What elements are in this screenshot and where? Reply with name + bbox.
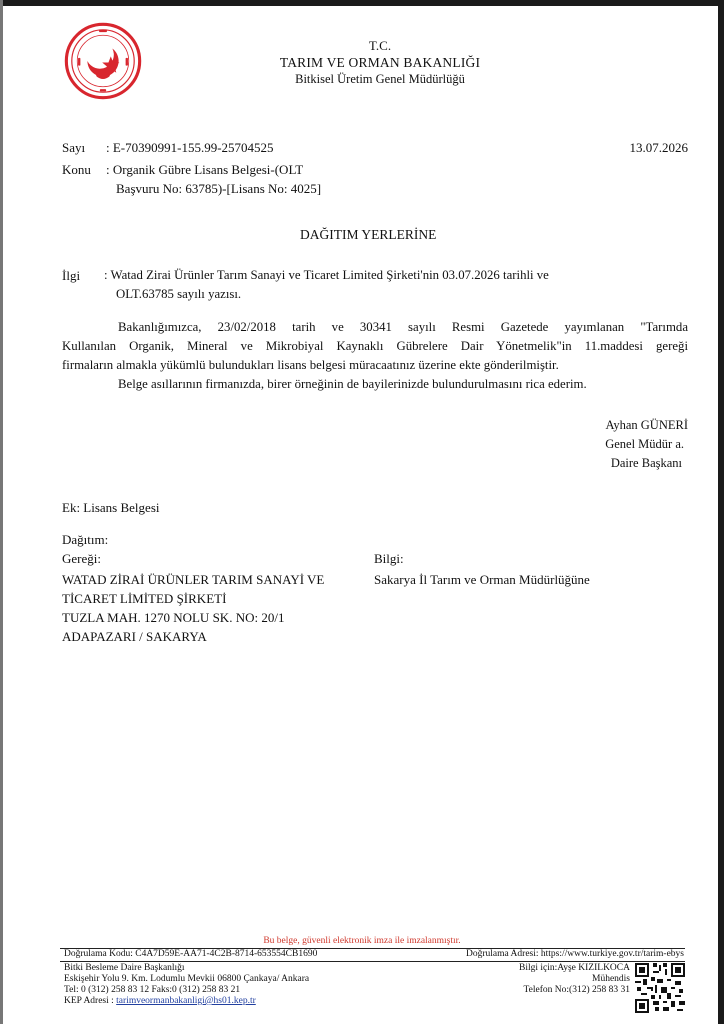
signatory-title-2: Daire Başkanı — [610, 456, 682, 470]
attachment-line: Ek: Lisans Belgesi — [62, 500, 160, 515]
scan-edge-left — [0, 0, 3, 1024]
geregi-label: Gereği: — [62, 551, 101, 566]
ilgi-line-2: OLT.63785 sayılı yazısı. — [116, 287, 242, 301]
footer-tel: Tel: 0 (312) 258 83 12 Faks:0 (312) 258 83 21 — [64, 985, 241, 995]
qr-code-icon — [635, 963, 685, 1013]
body-p1-line-3: firmaların almakla yükümlü bulundukları lisans belgesi müracaatınız üzerine ekte gönderilmiştir. — [62, 358, 559, 372]
footer-rule-bottom — [60, 961, 685, 962]
contact-name: Bilgi için:Ayşe KIZILKOCA — [518, 963, 630, 973]
distribution-heading: DAĞITIM YERLERİNE — [300, 227, 437, 242]
esign-note: Bu belge, güvenli elektronik imza ile imzalanmıştır. — [263, 936, 461, 946]
verify-code: Doğrulama Kodu: C4A7D59E-AA71-4C2B-8714-653554CB1690 — [64, 949, 318, 959]
ilgi-line-1: : Watad Zirai Ürünler Tarım Sanayi ve Ticaret Limited Şirketi'nin 03.07.2026 tarihli ve — [104, 268, 549, 282]
geregi-line-2: TİCARET LİMİTED ŞİRKETİ — [62, 591, 227, 606]
body-p1-line-1: Bakanlığımızca, 23/02/2018 tarih ve 30341 sayılı Resmi Gazetede yayımlanan "Tarımda — [118, 320, 688, 334]
konu-line-1: : Organik Gübre Lisans Belgesi-(OLT — [106, 162, 304, 177]
document-date: 13.07.2026 — [629, 140, 688, 155]
konu-line-2: Başvuru No: 63785)-[Lisans No: 4025] — [116, 181, 322, 196]
ilgi-label: İlgi — [62, 268, 81, 283]
scan-edge-top — [0, 0, 724, 6]
geregi-line-4: ADAPAZARI / SAKARYA — [62, 629, 207, 644]
body-p1-line-2: Kullanılan Organik, Mineral ve Mikrobiyal Kaynaklı Gübrelere Dair Yönetmelik"in 11.maddesi gereği — [62, 339, 688, 353]
footer-dept: Bitki Besleme Daire Başkanlığı — [64, 963, 185, 973]
distribution-label: Dağıtım: — [62, 532, 109, 547]
header-tc: T.C. — [368, 38, 392, 53]
bilgi-label: Bilgi: — [374, 551, 404, 566]
verify-address[interactable]: Doğrulama Adresi: https://www.turkiye.gov.tr/tarim-ebys — [465, 949, 684, 959]
signatory-name: Ayhan GÜNERİ — [605, 418, 688, 432]
konu-label: Konu — [62, 162, 91, 177]
footer-address: Eskişehir Yolu 9. Km. Lodumlu Mevkii 06800 Çankaya/ Ankara — [64, 974, 310, 984]
signatory-title-1: Genel Müdür a. — [605, 437, 684, 451]
geregi-line-1: WATAD ZİRAİ ÜRÜNLER TARIM SANAYİ VE — [62, 572, 325, 587]
contact-title: Mühendis — [592, 974, 630, 984]
sayi-value: : E-70390991-155.99-25704525 — [106, 140, 274, 155]
bilgi-line: Sakarya İl Tarım ve Orman Müdürlüğüne — [374, 572, 590, 587]
geregi-line-3: TUZLA MAH. 1270 NOLU SK. NO: 20/1 — [62, 610, 285, 625]
kep-label: KEP Adresi : — [64, 996, 117, 1006]
kep-address-link[interactable]: tarimveormanbakanligi@hs01.kep.tr — [116, 996, 256, 1006]
body-p2: Belge asıllarının firmanızda, birer örneğinin de bayilerinizde bulundurulmasını rica ederim. — [118, 377, 587, 391]
ministry-seal-icon — [64, 22, 142, 100]
scan-edge-right — [718, 0, 724, 1024]
contact-phone: Telefon No:(312) 258 83 31 — [523, 985, 630, 995]
sayi-label: Sayı — [62, 140, 86, 155]
footer-kep — [64, 996, 256, 1006]
header-ministry: TARIM VE ORMAN BAKANLIĞI — [279, 55, 481, 70]
header-directorate: Bitkisel Üretim Genel Müdürlüğü — [295, 72, 465, 86]
